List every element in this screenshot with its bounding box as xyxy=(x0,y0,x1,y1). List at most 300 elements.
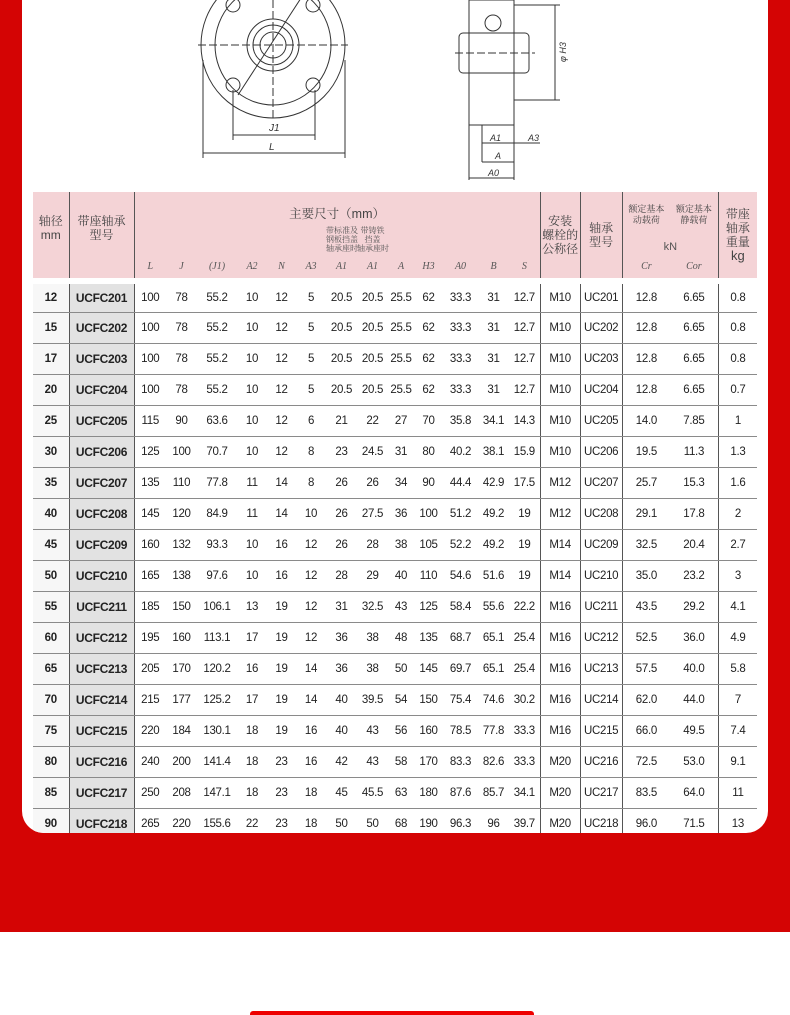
cell-a3: 5 xyxy=(296,374,326,405)
cell-bearing: UC214 xyxy=(580,684,622,715)
cell-bearing: UC209 xyxy=(580,529,622,560)
cell-bearing: UC203 xyxy=(580,343,622,374)
cell-shaft: 65 xyxy=(33,653,69,684)
cell-l: 100 xyxy=(134,312,166,343)
cell-a3: 16 xyxy=(296,746,326,777)
cell-j1: 141.4 xyxy=(197,746,237,777)
cell-a3: 5 xyxy=(296,281,326,312)
cell-s: 30.2 xyxy=(509,684,540,715)
cell-a0: 51.2 xyxy=(443,498,478,529)
cell-a3: 12 xyxy=(296,591,326,622)
cell-bolt: M16 xyxy=(540,591,580,622)
cell-a0: 78.5 xyxy=(443,715,478,746)
cell-a1-cast: 20.5 xyxy=(357,343,388,374)
cell-l: 195 xyxy=(134,622,166,653)
cell-bearing: UC201 xyxy=(580,281,622,312)
cell-a3: 10 xyxy=(296,498,326,529)
cell-shaft: 25 xyxy=(33,405,69,436)
label-l: L xyxy=(269,142,275,153)
cell-a2: 10 xyxy=(237,529,267,560)
cell-cor: 6.65 xyxy=(670,312,718,343)
cell-s: 19 xyxy=(509,498,540,529)
cell-a1-std: 26 xyxy=(326,529,357,560)
cell-a1-std: 50 xyxy=(335,817,348,830)
cell-a0: 33.3 xyxy=(443,312,478,343)
technical-drawing xyxy=(22,0,768,190)
cell-a: 50 xyxy=(388,653,414,684)
cell-cor: 29.2 xyxy=(670,591,718,622)
cell-n: 14 xyxy=(267,498,296,529)
cell-a0: 54.6 xyxy=(443,560,478,591)
cell-a1-cast: 28 xyxy=(357,529,388,560)
cell-bearing: UC207 xyxy=(580,467,622,498)
cell-cor: 36.0 xyxy=(670,622,718,653)
cell-a1-std: 36 xyxy=(326,653,357,684)
cell-l: 135 xyxy=(134,467,166,498)
header-load xyxy=(622,192,718,226)
cell-cor: 6.65 xyxy=(670,374,718,405)
table-row xyxy=(33,405,757,436)
cell-j: 120 xyxy=(166,498,197,529)
cell-b: 96 xyxy=(487,817,500,830)
cell-cor: 49.5 xyxy=(670,715,718,746)
cell-cor: 7.85 xyxy=(670,405,718,436)
cell-j: 110 xyxy=(166,467,197,498)
sym-l: L xyxy=(134,226,166,281)
cell-cr: 25.7 xyxy=(622,467,670,498)
cell-a1-std: 21 xyxy=(326,405,357,436)
cell-cor: 71.5 xyxy=(683,817,705,830)
cell-j: 78 xyxy=(166,281,197,312)
cell-bearing: UC204 xyxy=(580,374,622,405)
cell-a0: 58.4 xyxy=(443,591,478,622)
cell-a2: 10 xyxy=(237,560,267,591)
label-a0: A0 xyxy=(488,168,500,178)
cell-cor: 17.8 xyxy=(670,498,718,529)
table-row xyxy=(33,436,757,467)
cell-a1-cast: 45.5 xyxy=(357,777,388,808)
cell-bearing: UC215 xyxy=(580,715,622,746)
table-row xyxy=(33,560,757,591)
cell-s: 12.7 xyxy=(509,374,540,405)
cell-bearing: UC205 xyxy=(580,405,622,436)
sym-cr: kN Cr xyxy=(622,226,670,281)
label-j1: J1 xyxy=(269,123,280,134)
cell-bearing: UC202 xyxy=(580,312,622,343)
sym-n: N xyxy=(267,226,296,281)
cell-shaft: 55 xyxy=(33,591,69,622)
cell-a1-cast: 26 xyxy=(357,467,388,498)
sym-a: A xyxy=(388,226,414,281)
cell-j: 184 xyxy=(166,715,197,746)
cell-weight: 4.9 xyxy=(718,622,757,653)
cell-h3: 180 xyxy=(414,777,443,808)
cell-bolt: M10 xyxy=(540,374,580,405)
cell-n: 19 xyxy=(267,622,296,653)
cell-shaft: 45 xyxy=(33,529,69,560)
cell-s: 17.5 xyxy=(509,467,540,498)
sym-j1: (J1) xyxy=(197,226,237,281)
cell-j: 160 xyxy=(166,622,197,653)
cell-weight: 9.1 xyxy=(718,746,757,777)
cell-l: 100 xyxy=(134,374,166,405)
cell-cor: 11.3 xyxy=(670,436,718,467)
cell-j: 132 xyxy=(166,529,197,560)
cell-a3: 6 xyxy=(296,405,326,436)
cell-cor: 64.0 xyxy=(670,777,718,808)
table-row xyxy=(33,529,757,560)
cell-model: UCFC202 xyxy=(69,312,134,343)
cell-l: 145 xyxy=(134,498,166,529)
cell-cr: 12.8 xyxy=(622,374,670,405)
cell-j: 78 xyxy=(166,374,197,405)
cell-s: 25.4 xyxy=(509,622,540,653)
cell-s: 12.7 xyxy=(509,312,540,343)
cell-j1: 120.2 xyxy=(197,653,237,684)
cell-bearing: UC210 xyxy=(580,560,622,591)
cell-cr: 96.0 xyxy=(622,808,670,833)
cell-weight: 0.8 xyxy=(718,312,757,343)
cell-l: 165 xyxy=(134,560,166,591)
cell-h3: 105 xyxy=(414,529,443,560)
cell-a: 48 xyxy=(388,622,414,653)
cell-model: UCFC205 xyxy=(69,405,134,436)
cell-bolt: M10 xyxy=(540,281,580,312)
cell-j1: 147.1 xyxy=(197,777,237,808)
cell-h3: 125 xyxy=(414,591,443,622)
cell-a: 34 xyxy=(388,467,414,498)
cell-a1-std: 40 xyxy=(326,715,357,746)
cell-a: 25.5 xyxy=(388,374,414,405)
cell-a1-cast: 38 xyxy=(357,622,388,653)
header-kn: kN xyxy=(663,241,678,253)
cell-n: 23 xyxy=(267,777,296,808)
cell-bearing: UC217 xyxy=(580,777,622,808)
cell-a2: 13 xyxy=(237,591,267,622)
cell-n: 12 xyxy=(267,281,296,312)
cell-shaft: 15 xyxy=(33,312,69,343)
cell-j1: 55.2 xyxy=(197,312,237,343)
cell-a: 58 xyxy=(388,746,414,777)
cell-n: 16 xyxy=(267,529,296,560)
cell-a: 56 xyxy=(388,715,414,746)
cell-h3: 80 xyxy=(414,436,443,467)
cell-bearing: UC213 xyxy=(580,653,622,684)
spec-card xyxy=(22,0,768,833)
cell-a3: 18 xyxy=(296,777,326,808)
cell-h3: 135 xyxy=(414,622,443,653)
cell-a3: 16 xyxy=(296,715,326,746)
cell-n: 19 xyxy=(267,715,296,746)
cell-bearing: UC212 xyxy=(580,622,622,653)
table-row xyxy=(33,591,757,622)
cell-shaft: 12 xyxy=(33,281,69,312)
cell-a1-cast: 29 xyxy=(357,560,388,591)
cell-cr: 29.1 xyxy=(622,498,670,529)
label-a: A xyxy=(495,151,502,161)
cell-n: 12 xyxy=(267,312,296,343)
cell-a1-cast: 24.5 xyxy=(357,436,388,467)
cell-a0: 35.8 xyxy=(443,405,478,436)
cell-a1-std: 20.5 xyxy=(326,374,357,405)
cell-a2: 11 xyxy=(237,498,267,529)
cell-a3: 12 xyxy=(296,560,326,591)
cell-s: 33.3 xyxy=(509,746,540,777)
cell-n: 14 xyxy=(267,467,296,498)
cell-a: 31 xyxy=(388,436,414,467)
cell-bolt: M16 xyxy=(540,622,580,653)
cell-j: 200 xyxy=(166,746,197,777)
cell-a: 54 xyxy=(388,684,414,715)
cell-l: 100 xyxy=(134,281,166,312)
cell-model: UCFC206 xyxy=(69,436,134,467)
sym-a1-std: 带标准及 钢板挡盖 轴承座时 A1 xyxy=(326,226,357,281)
cell-a1-cast: 38 xyxy=(357,653,388,684)
sym-a2: A2 xyxy=(237,226,267,281)
side-view xyxy=(455,0,568,180)
cell-s: 14.3 xyxy=(509,405,540,436)
cell-bearing: UC216 xyxy=(580,746,622,777)
cell-h3: 110 xyxy=(414,560,443,591)
cell-j1: 63.6 xyxy=(197,405,237,436)
cell-weight: 0.8 xyxy=(718,281,757,312)
cell-h3: 62 xyxy=(414,281,443,312)
table-row xyxy=(33,498,757,529)
cell-a0: 44.4 xyxy=(443,467,478,498)
cell-weight: 5.8 xyxy=(718,653,757,684)
cell-l: 265 xyxy=(134,808,166,833)
cell-n: 19 xyxy=(267,591,296,622)
cell-bolt: M14 xyxy=(540,529,580,560)
sym-a1-cast: 带铸铁 挡盖 轴承座时 A1 xyxy=(357,226,388,281)
table-row xyxy=(33,808,757,833)
cell-l: 125 xyxy=(134,436,166,467)
cell-a1-cast: 20.5 xyxy=(357,374,388,405)
cell-l: 185 xyxy=(134,591,166,622)
table-row xyxy=(33,622,757,653)
cell-cor: 23.2 xyxy=(670,560,718,591)
cell-j1: 55.2 xyxy=(197,374,237,405)
cell-a: 25.5 xyxy=(388,312,414,343)
cell-n: 12 xyxy=(267,405,296,436)
cell-shaft: 17 xyxy=(33,343,69,374)
cell-s: 19 xyxy=(509,560,540,591)
table-row xyxy=(33,715,757,746)
cell-a1-std: 36 xyxy=(326,622,357,653)
cell-cor: 53.0 xyxy=(670,746,718,777)
bottom-red-bar xyxy=(250,1011,534,1015)
cell-a1-std: 23 xyxy=(326,436,357,467)
cell-h3: 62 xyxy=(414,374,443,405)
cell-weight: 7.4 xyxy=(718,715,757,746)
cell-a0: 69.7 xyxy=(443,653,478,684)
cell-h3: 90 xyxy=(414,467,443,498)
cell-cor: 20.4 xyxy=(670,529,718,560)
cell-bolt: M20 xyxy=(540,777,580,808)
cell-model: UCFC210 xyxy=(69,560,134,591)
cell-a2: 10 xyxy=(237,405,267,436)
cell-a2: 16 xyxy=(237,653,267,684)
cell-a3: 14 xyxy=(296,653,326,684)
cell-h3: 62 xyxy=(414,343,443,374)
cell-l: 115 xyxy=(134,405,166,436)
cell-bearing: UC218 xyxy=(580,808,622,833)
cell-cr: 72.5 xyxy=(622,746,670,777)
cell-s: 25.4 xyxy=(509,653,540,684)
cell-weight: 11 xyxy=(718,777,757,808)
cell-a2: 10 xyxy=(237,312,267,343)
cell-a3: 14 xyxy=(296,684,326,715)
cell-bearing: UC211 xyxy=(580,591,622,622)
table-row xyxy=(33,653,757,684)
cell-model: UCFC218 xyxy=(69,808,134,833)
cell-bolt: M20 xyxy=(540,746,580,777)
cell-cr: 43.5 xyxy=(622,591,670,622)
spec-table xyxy=(33,192,757,833)
cell-l: 205 xyxy=(134,653,166,684)
header-model: 带座轴承 型号 xyxy=(69,192,134,281)
cell-h3: 150 xyxy=(414,684,443,715)
cell-b: 49.2 xyxy=(478,498,509,529)
cell-a1-std: 31 xyxy=(326,591,357,622)
cell-a: 38 xyxy=(388,529,414,560)
cell-a2: 11 xyxy=(237,467,267,498)
cell-bolt: M10 xyxy=(540,312,580,343)
cell-l: 215 xyxy=(134,684,166,715)
table-row xyxy=(33,467,757,498)
cell-a1-cast: 20.5 xyxy=(357,281,388,312)
cell-model: UCFC203 xyxy=(69,343,134,374)
header-main-dims: 主要尺寸（mm） xyxy=(134,192,540,226)
cell-l: 250 xyxy=(134,777,166,808)
table-row xyxy=(33,343,757,374)
cell-s: 39.7 xyxy=(513,817,535,830)
cell-j1: 106.1 xyxy=(197,591,237,622)
cell-b: 49.2 xyxy=(478,529,509,560)
cell-s: 19 xyxy=(509,529,540,560)
sym-cor: Cor xyxy=(670,226,718,281)
cell-a: 27 xyxy=(388,405,414,436)
cell-a0: 33.3 xyxy=(443,374,478,405)
cell-a2: 10 xyxy=(237,374,267,405)
cell-shaft: 40 xyxy=(33,498,69,529)
cell-j1: 113.1 xyxy=(197,622,237,653)
cell-bolt: M10 xyxy=(540,343,580,374)
header-dynamic-load: 额定基本 动载荷 xyxy=(628,204,665,225)
cell-bolt: M16 xyxy=(540,684,580,715)
cell-weight: 3 xyxy=(718,560,757,591)
table-row xyxy=(33,374,757,405)
cell-j1: 125.2 xyxy=(197,684,237,715)
cell-a1-std: 40 xyxy=(326,684,357,715)
cell-b: 85.7 xyxy=(478,777,509,808)
cell-cor: 6.65 xyxy=(670,343,718,374)
header-bearing: 轴承 型号 xyxy=(580,192,622,281)
cell-a0: 33.3 xyxy=(443,343,478,374)
cell-a2: 17 xyxy=(237,622,267,653)
cell-cr: 12.8 xyxy=(622,312,670,343)
table-row xyxy=(33,684,757,715)
cell-a: 25.5 xyxy=(388,343,414,374)
cell-cr: 12.8 xyxy=(622,281,670,312)
cell-a1-std: 20.5 xyxy=(326,343,357,374)
cell-a1-std: 45 xyxy=(326,777,357,808)
cell-b: 31 xyxy=(478,343,509,374)
cell-weight: 7 xyxy=(718,684,757,715)
cell-shaft: 20 xyxy=(33,374,69,405)
cell-j1: 55.2 xyxy=(197,281,237,312)
cell-j1: 93.3 xyxy=(197,529,237,560)
cell-a0: 83.3 xyxy=(443,746,478,777)
cell-j1: 70.7 xyxy=(197,436,237,467)
header-shaft: 轴径 mm xyxy=(33,192,69,281)
cell-shaft: 90 xyxy=(33,808,69,833)
cell-weight: 2.7 xyxy=(718,529,757,560)
cell-cr: 35.0 xyxy=(622,560,670,591)
cell-a3: 12 xyxy=(296,622,326,653)
cell-shaft: 85 xyxy=(33,777,69,808)
cell-j: 177 xyxy=(166,684,197,715)
cell-j: 100 xyxy=(166,436,197,467)
cell-a1-cast: 50 xyxy=(366,817,379,830)
cell-a2: 18 xyxy=(237,777,267,808)
cell-weight: 1.3 xyxy=(718,436,757,467)
cell-b: 31 xyxy=(478,281,509,312)
cell-j: 208 xyxy=(166,777,197,808)
cell-cr: 19.5 xyxy=(622,436,670,467)
cell-a: 25.5 xyxy=(388,281,414,312)
sym-s: S xyxy=(509,226,540,281)
cell-a1-std: 42 xyxy=(326,746,357,777)
sym-j: J xyxy=(166,226,197,281)
cell-shaft: 80 xyxy=(33,746,69,777)
cell-a: 63 xyxy=(388,777,414,808)
cell-cr: 83.5 xyxy=(622,777,670,808)
cell-a1-cast: 43 xyxy=(357,715,388,746)
cell-cr: 57.5 xyxy=(622,653,670,684)
cell-shaft: 50 xyxy=(33,560,69,591)
cell-a2: 10 xyxy=(237,343,267,374)
cell-j1: 130.1 xyxy=(197,715,237,746)
cell-j1: 77.8 xyxy=(197,467,237,498)
cell-j: 220 xyxy=(172,817,191,830)
cell-a1-cast: 22 xyxy=(357,405,388,436)
header-weight: 带座 轴承 重量 kg xyxy=(718,192,757,281)
cell-model: UCFC209 xyxy=(69,529,134,560)
front-view xyxy=(198,0,348,158)
cell-cor: 44.0 xyxy=(670,684,718,715)
cell-model: UCFC211 xyxy=(69,591,134,622)
cell-cr: 12.8 xyxy=(622,343,670,374)
cell-l: 240 xyxy=(134,746,166,777)
cell-shaft: 35 xyxy=(33,467,69,498)
cell-a1-std: 28 xyxy=(326,560,357,591)
cell-b: 74.6 xyxy=(478,684,509,715)
cell-a1-cast: 32.5 xyxy=(357,591,388,622)
cell-h3: 100 xyxy=(414,498,443,529)
cell-b: 31 xyxy=(478,312,509,343)
cell-bolt: M14 xyxy=(540,560,580,591)
cell-a: 40 xyxy=(388,560,414,591)
cell-n: 12 xyxy=(267,436,296,467)
cell-a3: 5 xyxy=(296,343,326,374)
cell-h3: 62 xyxy=(414,312,443,343)
cell-shaft: 70 xyxy=(33,684,69,715)
cell-j1: 55.2 xyxy=(197,343,237,374)
cell-weight: 1 xyxy=(718,405,757,436)
cell-a: 36 xyxy=(388,498,414,529)
cell-a1-std: 20.5 xyxy=(326,312,357,343)
